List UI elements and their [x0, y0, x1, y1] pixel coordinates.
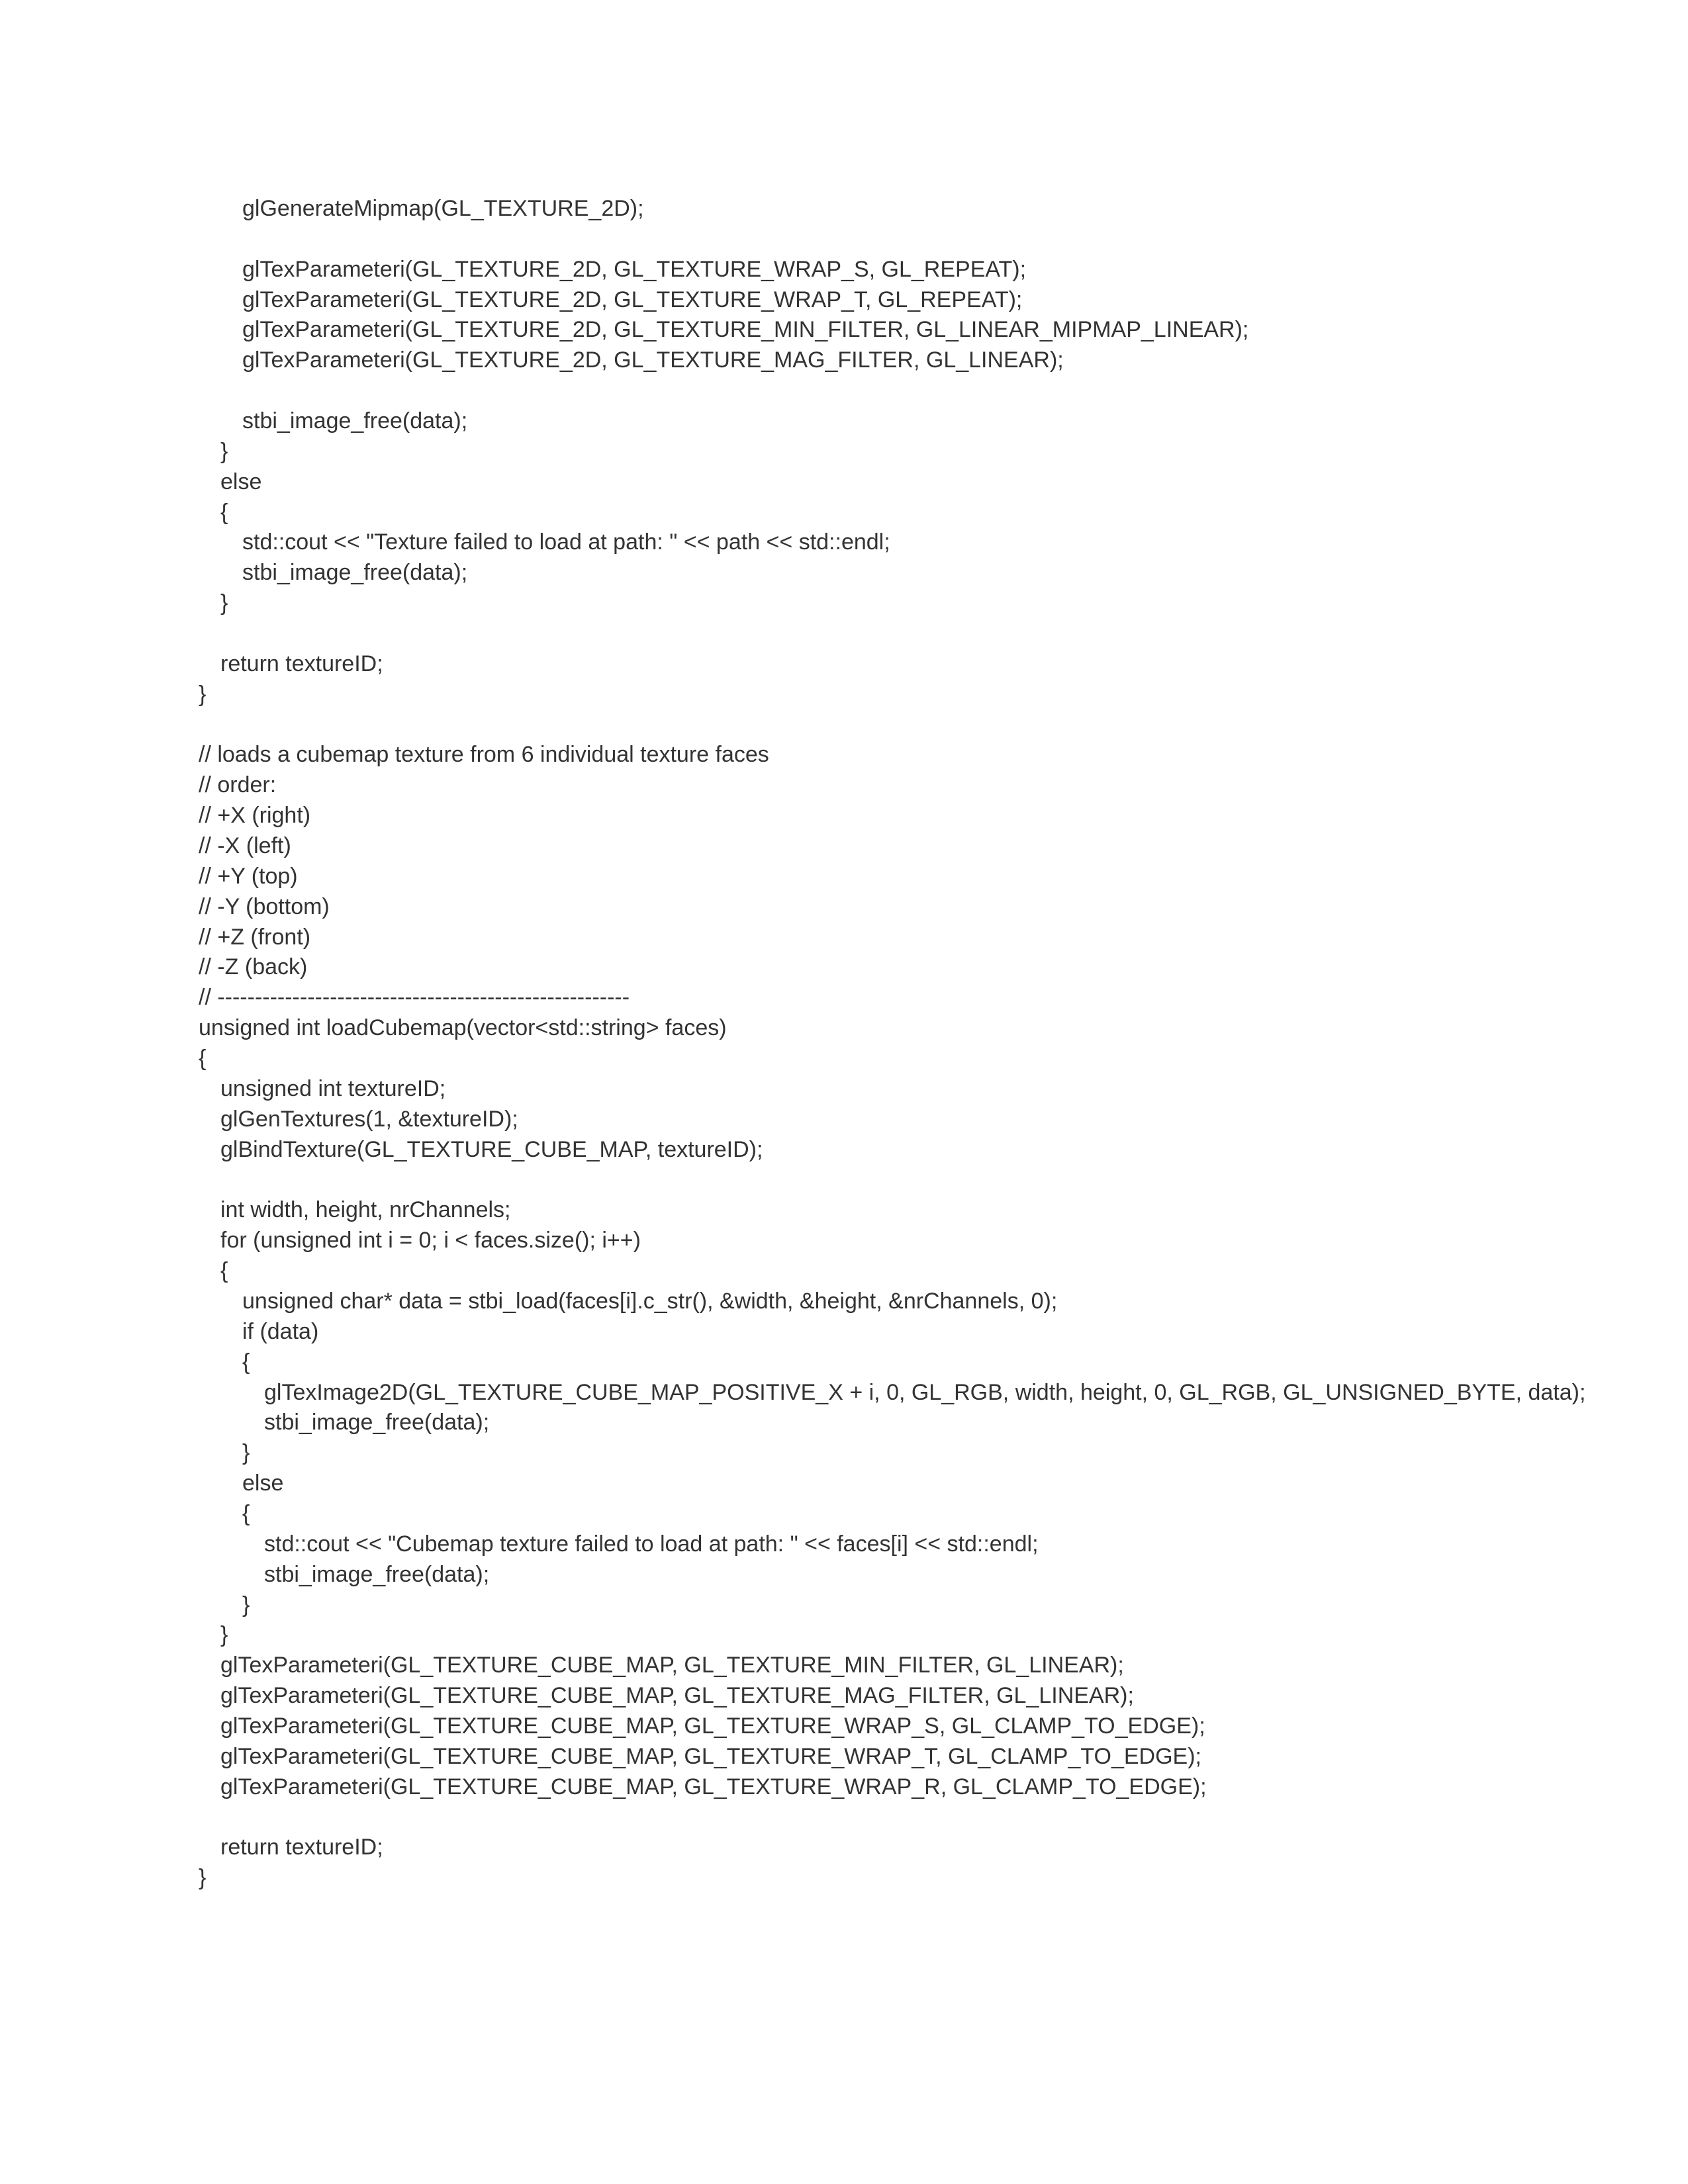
- code-line: stbi_image_free(data);: [242, 408, 468, 434]
- code-line: else: [242, 1471, 284, 1496]
- code-line: // -Z (back): [199, 954, 308, 980]
- code-line: std::cout << "Cubemap texture failed to load at path: " << faces[i] << std::endl;: [264, 1531, 1039, 1557]
- code-line: }: [199, 681, 207, 707]
- code-line: unsigned int loadCubemap(vector<std::string> faces): [199, 1015, 727, 1041]
- code-line: glTexParameteri(GL_TEXTURE_CUBE_MAP, GL_TEXTURE_MIN_FILTER, GL_LINEAR);: [220, 1653, 1124, 1678]
- blank-line: [199, 1803, 1523, 1833]
- code-line: glTexImage2D(GL_TEXTURE_CUBE_MAP_POSITIVE_X + i, 0, GL_RGB, width, height, 0, GL_RGB, GL_UNSIGNED_BYTE, data);: [264, 1379, 1586, 1405]
- code-line: }: [199, 1865, 207, 1891]
- code-line: }: [220, 438, 228, 464]
- code-line: glBindTexture(GL_TEXTURE_CUBE_MAP, textureID);: [220, 1136, 763, 1162]
- code-line: for (unsigned int i = 0; i < faces.size(); i++): [220, 1228, 641, 1253]
- code-line: {: [199, 1046, 207, 1071]
- code-line: glTexParameteri(GL_TEXTURE_CUBE_MAP, GL_TEXTURE_WRAP_T, GL_CLAMP_TO_EDGE);: [220, 1743, 1201, 1769]
- code-line: // -Y (bottom): [199, 893, 330, 919]
- blank-line: [199, 619, 1523, 649]
- code-line: stbi_image_free(data);: [264, 1410, 490, 1435]
- code-line: glTexParameteri(GL_TEXTURE_2D, GL_TEXTURE_MAG_FILTER, GL_LINEAR);: [242, 347, 1064, 373]
- code-line: // +X (right): [199, 803, 311, 829]
- code-line: int width, height, nrChannels;: [220, 1197, 511, 1223]
- code-line: glTexParameteri(GL_TEXTURE_CUBE_MAP, GL_TEXTURE_MAG_FILTER, GL_LINEAR);: [220, 1683, 1134, 1709]
- code-line: else: [220, 469, 262, 494]
- code-line: {: [242, 1349, 250, 1375]
- code-line: glTexParameteri(GL_TEXTURE_2D, GL_TEXTURE_WRAP_S, GL_REPEAT);: [242, 256, 1027, 282]
- code-line: return textureID;: [220, 651, 383, 676]
- code-line: // order:: [199, 772, 277, 798]
- code-line: {: [220, 499, 228, 525]
- code-line: if (data): [242, 1318, 319, 1344]
- code-line: {: [242, 1500, 250, 1526]
- code-line: glGenTextures(1, &textureID);: [220, 1106, 518, 1132]
- code-line: std::cout << "Texture failed to load at path: " << path << std::endl;: [242, 529, 890, 555]
- code-line: unsigned int textureID;: [220, 1075, 446, 1101]
- blank-line: [199, 1165, 1523, 1196]
- code-line: glTexParameteri(GL_TEXTURE_2D, GL_TEXTURE_MIN_FILTER, GL_LINEAR_MIPMAP_LINEAR);: [242, 317, 1249, 343]
- code-line: unsigned char* data = stbi_load(faces[i].c_str(), &width, &height, &nrChannels, 0);: [242, 1288, 1058, 1314]
- code-line: return textureID;: [220, 1835, 383, 1860]
- code-line: }: [220, 1622, 228, 1648]
- code-line: // -------------------------------------------------------: [199, 985, 630, 1011]
- code-line: }: [242, 1440, 250, 1466]
- code-line: glGenerateMipmap(GL_TEXTURE_2D);: [242, 196, 644, 221]
- code-line: {: [220, 1258, 228, 1284]
- code-line: // loads a cubemap texture from 6 individual texture faces: [199, 742, 769, 768]
- code-line: // +Z (front): [199, 924, 311, 950]
- blank-line: [199, 224, 1523, 255]
- code-line: stbi_image_free(data);: [242, 560, 468, 586]
- code-listing: [199, 194, 1586, 1893]
- code-line: glTexParameteri(GL_TEXTURE_2D, GL_TEXTURE_WRAP_T, GL_REPEAT);: [242, 287, 1023, 312]
- code-line: stbi_image_free(data);: [264, 1561, 490, 1587]
- blank-line: [199, 376, 1523, 406]
- code-line: glTexParameteri(GL_TEXTURE_CUBE_MAP, GL_TEXTURE_WRAP_R, GL_CLAMP_TO_EDGE);: [220, 1774, 1207, 1799]
- code-line: // +Y (top): [199, 863, 298, 889]
- code-line: // -X (left): [199, 833, 291, 859]
- code-line: }: [220, 590, 228, 616]
- code-line: glTexParameteri(GL_TEXTURE_CUBE_MAP, GL_TEXTURE_WRAP_S, GL_CLAMP_TO_EDGE);: [220, 1713, 1205, 1739]
- code-line: }: [242, 1592, 250, 1617]
- blank-line: [199, 710, 1523, 741]
